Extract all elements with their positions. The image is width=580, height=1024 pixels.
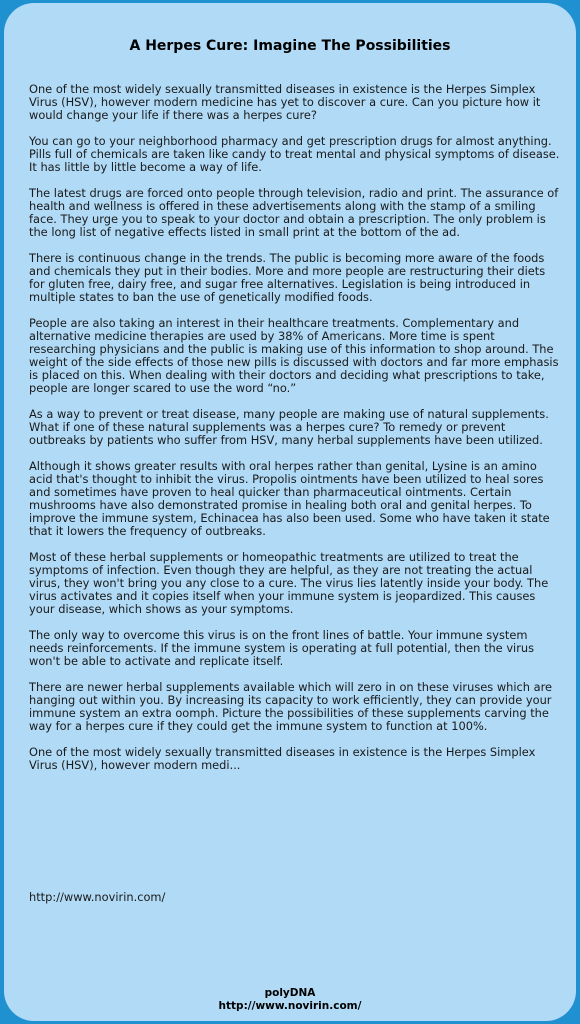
- article-paragraph: As a way to prevent or treat disease, many people are making use of natural supplements. What if one of these natural supplements was a herpes cure? To remedy or prevent outbreaks by patients who suffer from HSV, many herbal supplements have been utilized.: [29, 407, 549, 447]
- footer-url: http://www.novirin.com/: [218, 1000, 362, 1012]
- article-paragraph: You can go to your neighborhood pharmacy and get prescription drugs for almost anything. Pills full of chemicals are taken like candy to treat mental and physical symptoms of disease. It has little by little become a way of life.: [29, 134, 560, 174]
- article-paragraph: One of the most widely sexually transmitted diseases in existence is the Herpes Simplex Virus (HSV), however modern medicine has yet to discover a cure. Can you picture how it would change your life if there was a herpes cure?: [29, 82, 541, 122]
- article-card: [4, 3, 576, 1021]
- article-paragraph: The only way to overcome this virus is on the front lines of battle. Your immune system needs reinforcements. If the immune system is operating at full potential, then the virus won't be able to activate and replicate itself.: [29, 628, 535, 668]
- article-title: A Herpes Cure: Imagine The Possibilities: [129, 38, 451, 54]
- footer: [4, 987, 576, 1013]
- article-paragraph: There are newer herbal supplements available which will zero in on these viruses which are hanging out within you. By increasing its capacity to work efficiently, they can provide your immune system an extra oomph. Picture the possibilities of these supplements carving the way for a herpes cure if they could get the immune system to function at 100%.: [29, 680, 553, 733]
- article-paragraph: The latest drugs are forced onto people through television, radio and print. The assurance of health and wellness is offered in these advertisements along with the stamp of a smiling face. They urge you to speak to your doctor and obtain a prescription. The only problem is the long list of negative effects listed in small print at the bottom of the ad.: [29, 186, 559, 239]
- article-body: [29, 83, 564, 785]
- article-paragraph: Most of these herbal supplements or homeopathic treatments are utilized to treat the symptoms of infection. Even though they are helpful, as they are not treating the actual virus, they won't bring you any close to a cure. The virus lies latently inside your body. The virus activates and it copies itself when your immune system is jeopardized. This causes your disease, which shows as your symptoms.: [29, 550, 549, 616]
- article-paragraph: There is continuous change in the trends. The public is becoming more aware of the foods and chemicals they put in their bodies. More and more people are restructuring their diets for gluten free, dairy free, and sugar free alternatives. Legislation is being introduced in multiple states to ban the use of genetically modified foods.: [29, 251, 546, 304]
- footer-brand: polyDNA: [264, 987, 316, 999]
- article-paragraph: One of the most widely sexually transmitted diseases in existence is the Herpes Simplex Virus (HSV), however modern medi...: [29, 745, 536, 772]
- source-url: http://www.novirin.com/: [29, 890, 166, 904]
- article-paragraph: Although it shows greater results with oral herpes rather than genital, Lysine is an amino acid that's thought to inhibit the virus. Propolis ointments have been utilized to heal sores and sometimes have proven to heal quicker than pharmaceutical ointments. Certain mushrooms have also demonstrated promise in healing both oral and genital herpes. To improve the immune system, Echinacea has also been used. Some who have taken it state that it lowers the frequency of outbreaks.: [29, 459, 550, 538]
- article-paragraph: People are also taking an interest in their healthcare treatments. Complementary and alternative medicine therapies are used by 38% of Americans. More time is spent researching physicians and the public is making use of this information to shop around. The weight of the side effects of those new pills is discussed with doctors and far more emphasis is placed on this. When dealing with their doctors and deciding what prescriptions to take, people are longer scared to use the word “no.”: [29, 316, 559, 395]
